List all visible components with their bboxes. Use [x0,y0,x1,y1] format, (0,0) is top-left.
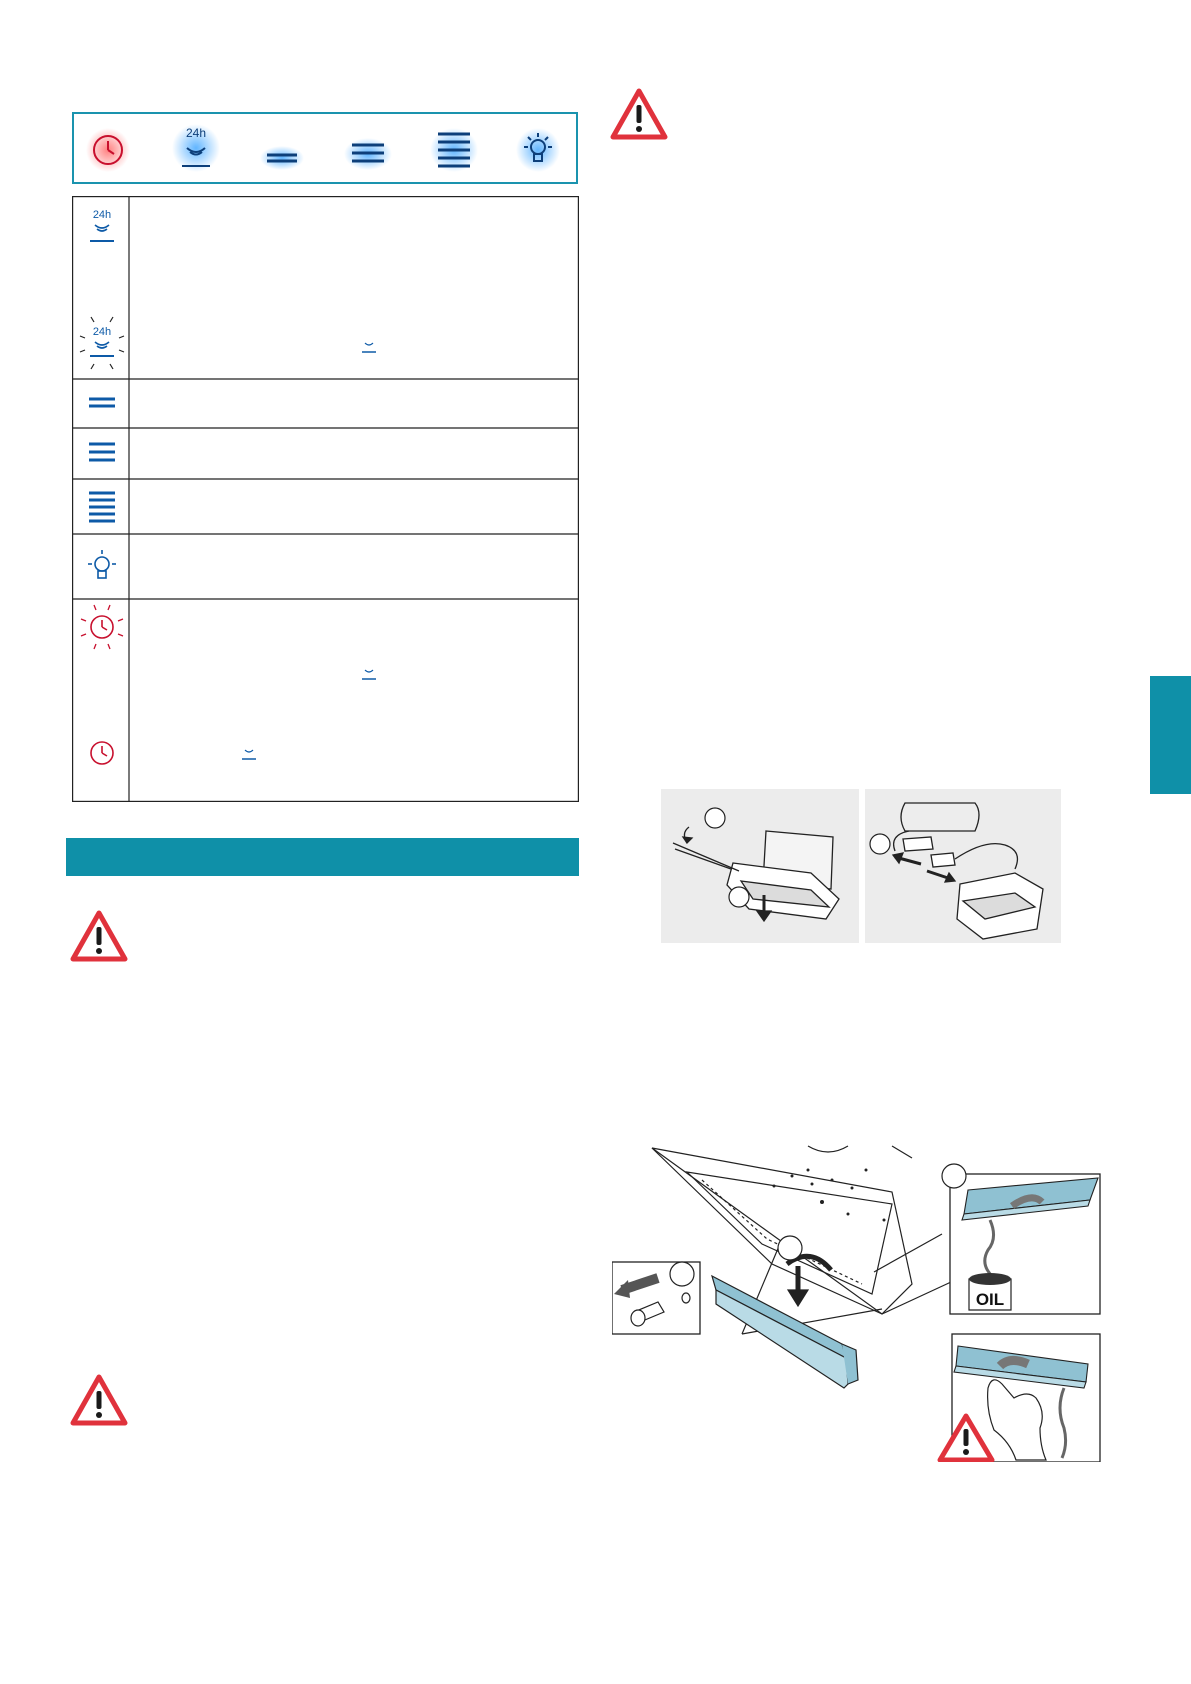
warning-icon [610,88,668,140]
callout-circle [870,834,890,854]
speed-1-icon[interactable] [260,146,304,170]
callout-circle [670,1262,694,1286]
timer-icon [91,742,113,764]
oil-lubrication-detail [942,1164,1100,1314]
oil-label: OIL [975,1290,1005,1309]
grease-filter-installation-illustration [612,1144,1112,1462]
speed-2-icon [89,444,115,460]
warning-icon [70,1374,128,1426]
filter-saturation-24h-icon[interactable] [172,124,220,172]
timer-blinking-icon [81,605,123,649]
svg-text:24h: 24h [185,126,207,140]
light-unit-removal-illustration [865,789,1061,943]
section-header-bar [66,838,579,876]
filter-inline-icon [362,670,376,679]
callout-circle [942,1164,966,1188]
callout-circle [705,808,749,907]
symbol-table [72,196,579,802]
light-icon [88,550,116,578]
speed-3-icon[interactable] [430,128,478,172]
speed-3-icon [89,493,115,521]
svg-text:24h: 24h [92,209,112,221]
svg-text:24h: 24h [92,326,112,338]
control-panel [72,112,578,184]
filter-inline-icon [362,343,376,352]
filter-removal-illustration [661,789,859,943]
timer-icon[interactable] [86,128,130,172]
filter-saturation-24h-icon [90,209,114,241]
warning-icon [70,910,128,962]
chapter-tab-marker [1150,676,1191,794]
speed-2-icon[interactable] [344,138,392,170]
screw-detail [612,1262,700,1334]
speed-1-icon [89,399,115,406]
filter-inline-icon [242,750,256,759]
light-icon[interactable] [516,128,560,172]
filter-saturation-24h-blinking-icon [80,317,124,369]
callout-circle [778,1236,802,1260]
